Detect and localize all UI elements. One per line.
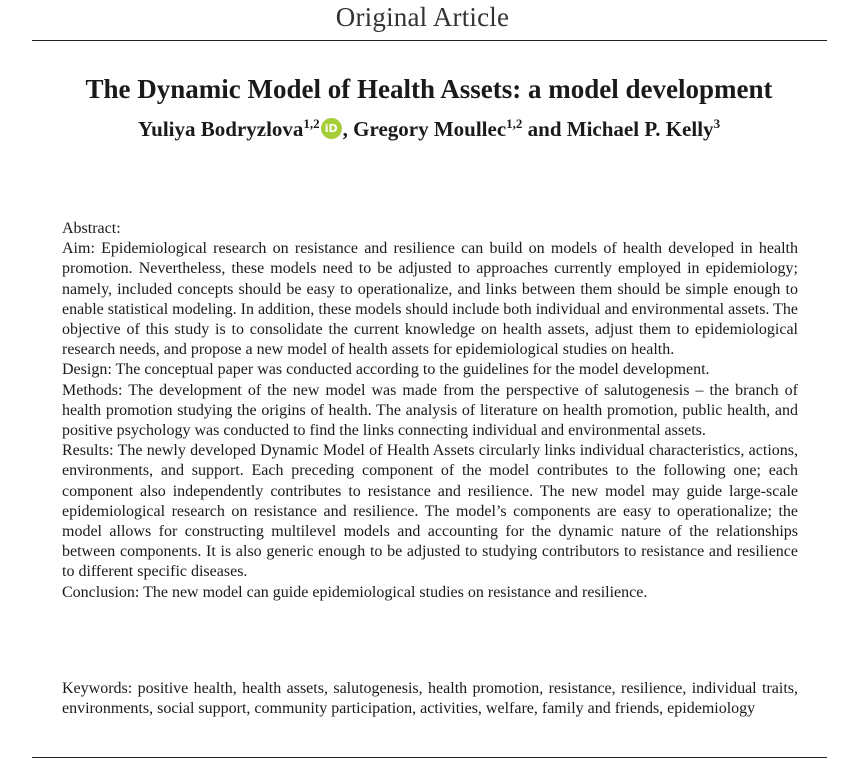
bottom-rule [32, 757, 827, 758]
abstract-methods [62, 381, 798, 442]
abstract [62, 219, 798, 603]
section-label-methods: Methods: [62, 381, 123, 399]
section-label-aim: Aim: [62, 240, 95, 258]
author-affiliation: 1,2 [303, 116, 320, 131]
keywords-text: positive health, health assets, salutogenesis, health promotion, resistance, resilience, individual traits, environments, social support, community participation, activities, welfare, family and friends, epidemiology [62, 680, 798, 718]
top-rule [32, 40, 827, 41]
section-label-design: Design: [62, 361, 112, 379]
abstract-aim [62, 239, 798, 360]
section-text-conclusion: The new model can guide epidemiological studies on resistance and resilience. [143, 583, 648, 601]
section-text-methods: The development of the new model was made from the perspective of salutogenesis – the branch of health promotion studying the origins of health. The analysis of literature on health promotion, public health, and positive psychology was conducted to find the links connecting individual and environmental assets. [62, 381, 799, 440]
section-text-results: The newly developed Dynamic Model of Health Assets circularly links individual characteristics, actions, environments, and support. Each preceding component of the model contributes to the following one; each component also independently contributes to resistance and resilience. The new model may guide large-scale epidemiological research on resistance and resilience. The model’s components are easy to operationalize; the model allows for constructing multilevel models and accounting for the dynamic nature of the relationships between components. It is also generic enough to be adjusted to studying contributors to resistance and resilience to different specific diseases. [62, 442, 799, 581]
section-text-aim: Epidemiological research on resistance and resilience can build on models of health developed in health promotion. Nevertheless, these models need to be adjusted to approaches currently employed in epidemiology; namely, included concepts should be easy to operationalize, and links between them should be simple enough to enable statistical modeling. In addition, these models should include both individual and environmental assets. The objective of this study is to consolidate the current knowledge on health assets, adjust them to epidemiological research needs, and propose a new model of health assets for epidemiological studies on health. [62, 240, 799, 359]
author-line [0, 117, 845, 142]
author-separator: , [342, 117, 354, 141]
author-separator: and [522, 117, 567, 141]
author-name[interactable]: Yuliya Bodryzlova [137, 117, 304, 141]
keywords-label: Keywords: [62, 680, 133, 697]
orcid-label: iD [324, 122, 338, 135]
abstract-conclusion [62, 583, 798, 603]
keywords [62, 679, 798, 719]
abstract-results [62, 441, 798, 582]
author-affiliation: 1,2 [506, 116, 523, 131]
keywords-paragraph [62, 679, 798, 719]
author-name[interactable]: Michael P. Kelly [566, 117, 714, 141]
author-name[interactable]: Gregory Moullec [353, 117, 507, 141]
author-affiliation: 3 [713, 116, 721, 131]
section-label-results: Results: [62, 442, 114, 460]
section-label-conclusion: Conclusion: [62, 583, 140, 601]
section-text-design: The conceptual paper was conducted according to the guidelines for the model development. [115, 361, 710, 379]
article-title: The Dynamic Model of Health Assets: a model development [85, 74, 773, 104]
section-label: Original Article [335, 2, 510, 32]
abstract-design [62, 360, 798, 380]
abstract-heading: Abstract: [62, 220, 121, 237]
orcid-icon[interactable] [321, 118, 342, 139]
